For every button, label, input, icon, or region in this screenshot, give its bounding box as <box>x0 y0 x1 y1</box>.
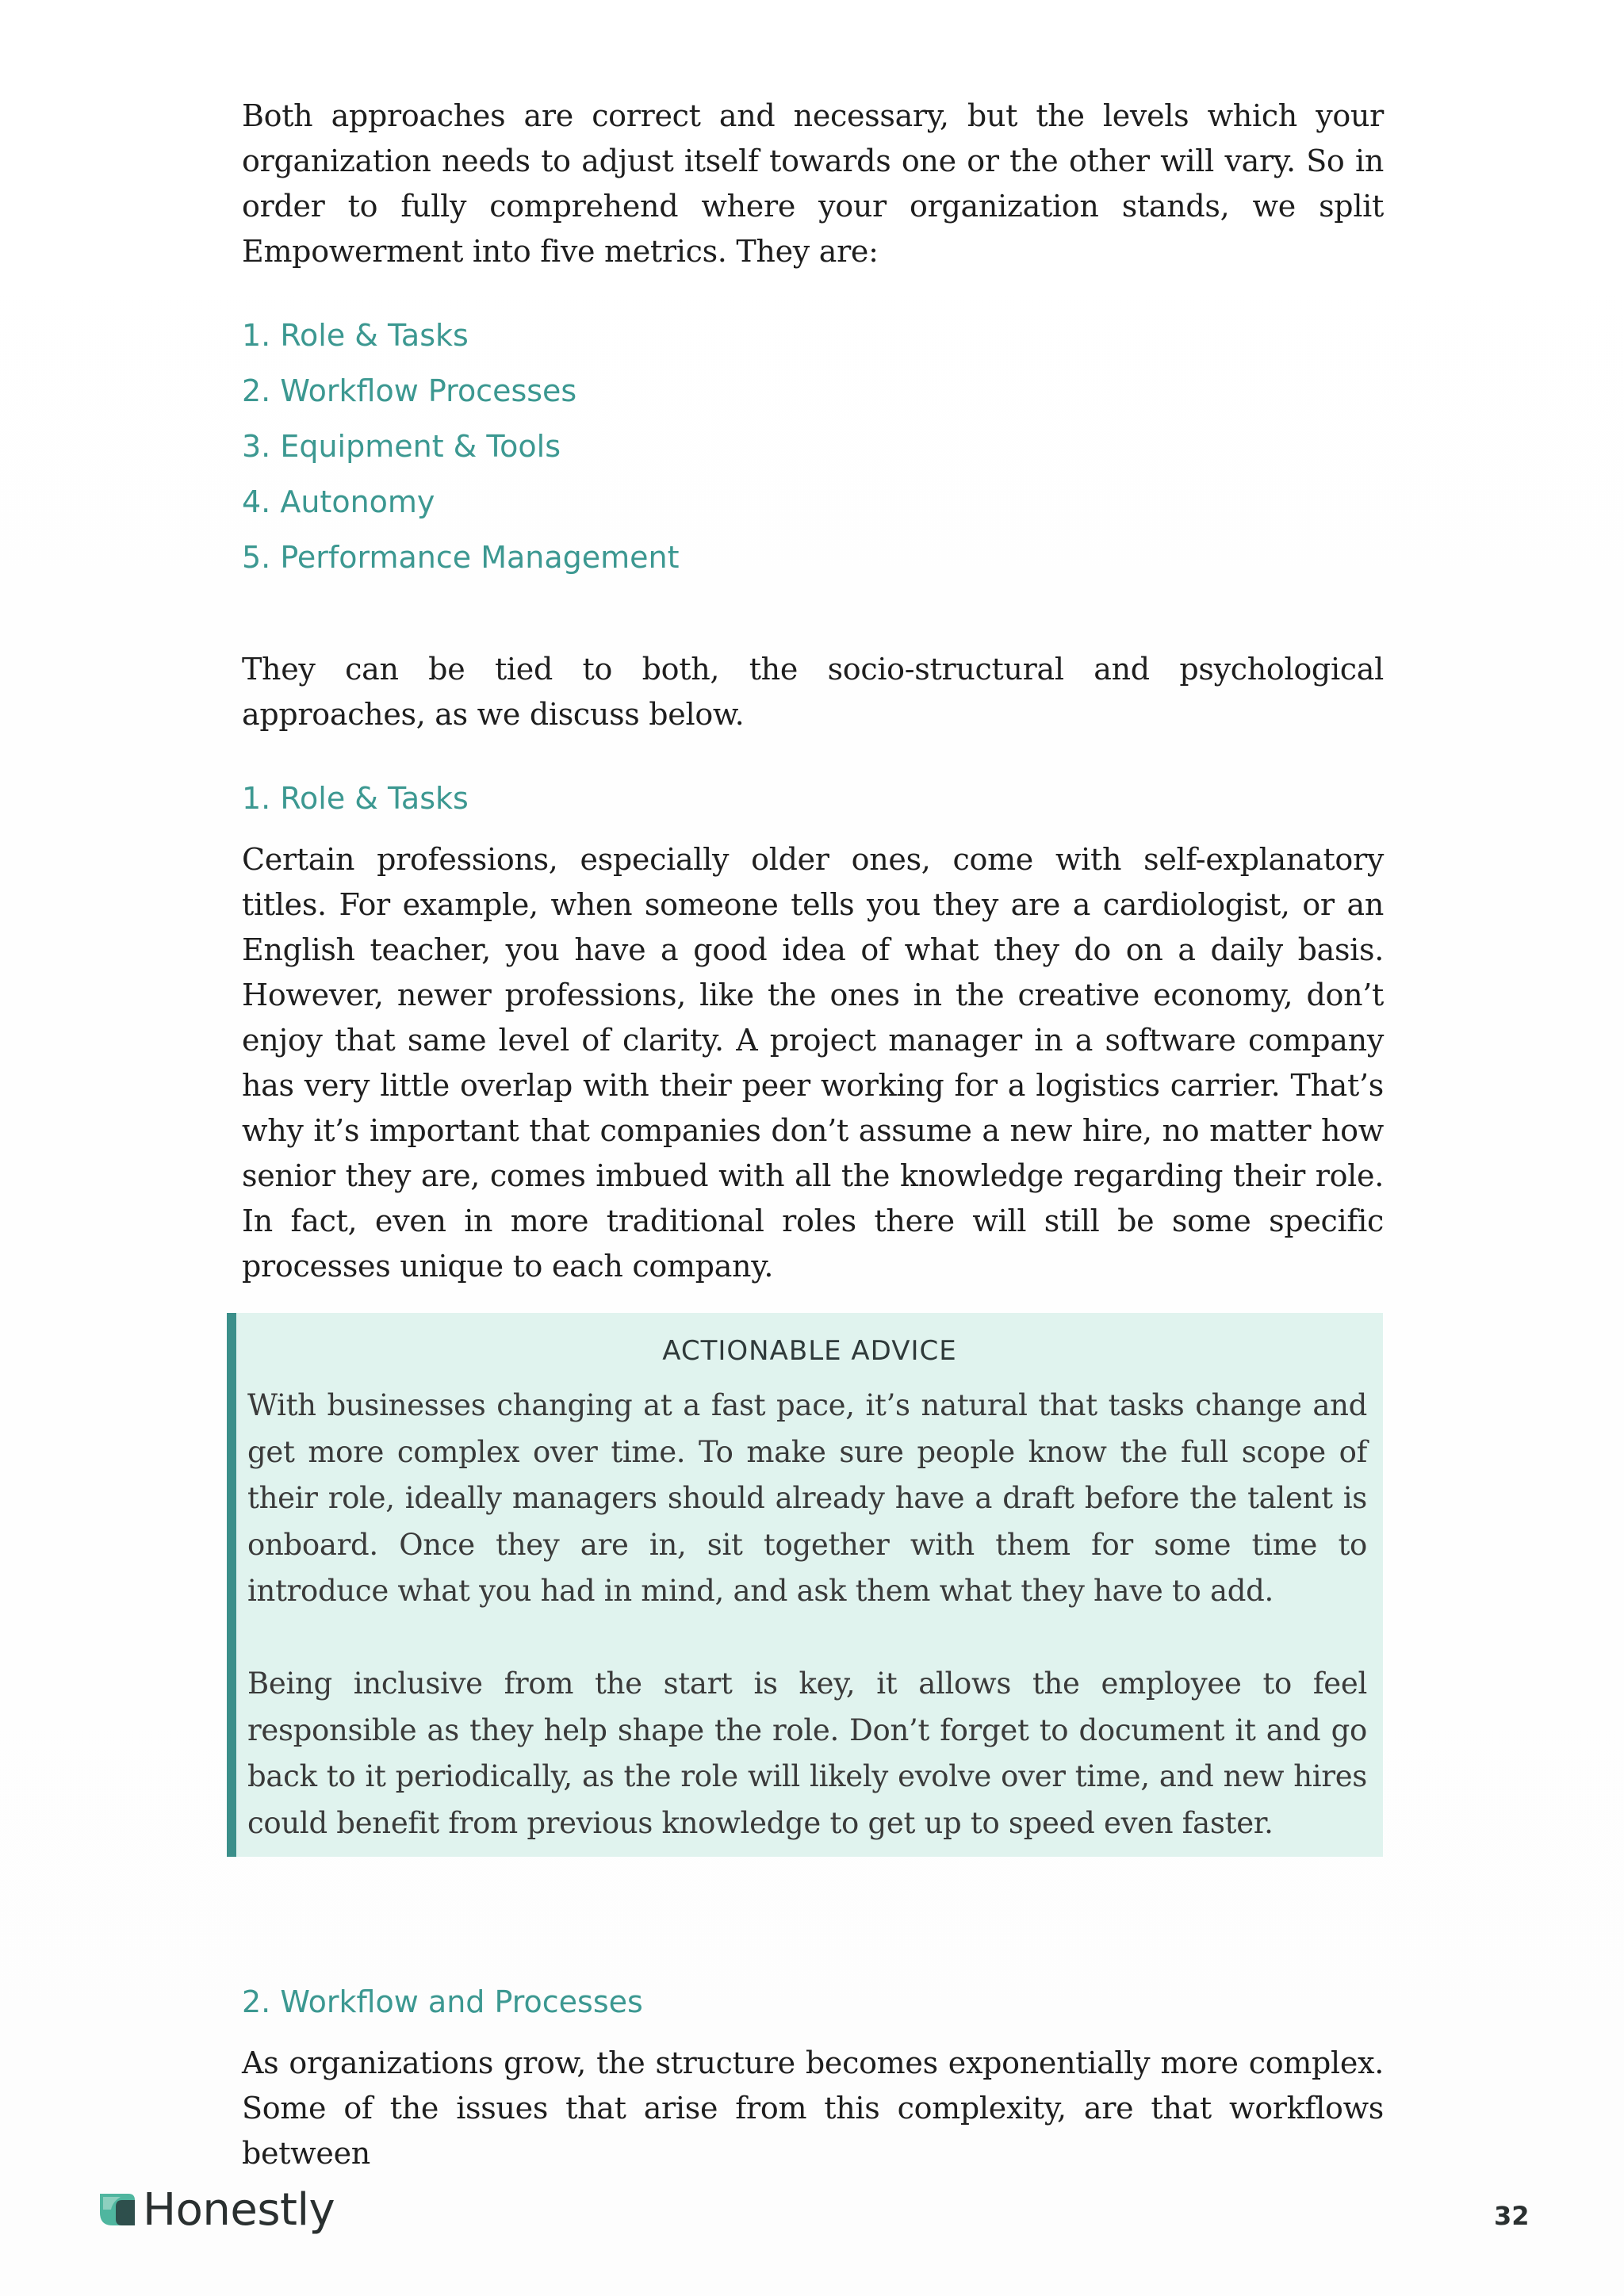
workflow-paragraph: As organizations grow, the structure becomes exponentially more complex. Some of the issues that arise from this complexity, are that workflows between <box>242 2045 1384 2171</box>
callout-paragraph: With businesses changing at a fast pace, it’s natural that tasks change and get more complex over time. To make sure people know the full scope of their role, ideally managers should already have a draft before the talent is onboard. Once they are in, sit together with them for some time to introduce what you had in mind, and ask them what they have to add. <box>247 1388 1367 1608</box>
metrics-list <box>242 308 1384 585</box>
intro-paragraph: Both approaches are correct and necessary, but the levels which your organization needs to adjust itself towards one or the other will vary. So in order to fully comprehend where your organization stands, we split Empowerment into five metrics. They are: <box>242 98 1384 269</box>
page-number: 32 <box>1494 2201 1530 2231</box>
metric-item: 1. Role & Tasks <box>242 318 469 353</box>
honestly-logo-icon <box>97 2189 138 2230</box>
callout-title: ACTIONABLE ADVICE <box>662 1335 957 1367</box>
callout-paragraph: Being inclusive from the start is key, it allows the employee to feel responsible as they help shape the role. Don’t forget to document it and go back to it periodically, as the role will likely evolve over time, and new hires could benefit from previous knowledge to get up to speed even faster. <box>247 1667 1367 1840</box>
metric-item: 3. Equipment & Tools <box>242 429 561 464</box>
brand-logo <box>97 2182 335 2237</box>
section-heading-workflow: 2. Workflow and Processes <box>242 1984 643 2019</box>
brand-name: Honestly <box>143 2183 335 2236</box>
page-content <box>242 94 1384 1289</box>
metric-item: 5. Performance Management <box>242 540 680 575</box>
metric-item: 2. Workflow Processes <box>242 373 577 408</box>
actionable-advice-callout <box>227 1313 1383 1857</box>
section-heading-role-tasks: 1. Role & Tasks <box>242 781 469 816</box>
metric-item: 4. Autonomy <box>242 484 435 519</box>
section-workflow <box>242 1982 1384 2176</box>
role-tasks-paragraph: Certain professions, especially older ones, come with self-explanatory titles. For example, when someone tells you they are a cardiologist, or an English teacher, you have a good idea of what they do on a daily basis. However, newer professions, like the ones in the creative economy, don’t enjoy that same level of clarity. A project manager in a software company has very little overlap with their peer working for a logistics carrier. That’s why it’s important that companies don’t assume a new hire, no matter how senior they are, comes imbued with all the knowledge regarding their role. In fact, even in more traditional roles there will still be some specific processes unique to each company. <box>242 842 1384 1284</box>
tie-paragraph: They can be tied to both, the socio-structural and psychological approaches, as we discuss below. <box>242 652 1384 732</box>
